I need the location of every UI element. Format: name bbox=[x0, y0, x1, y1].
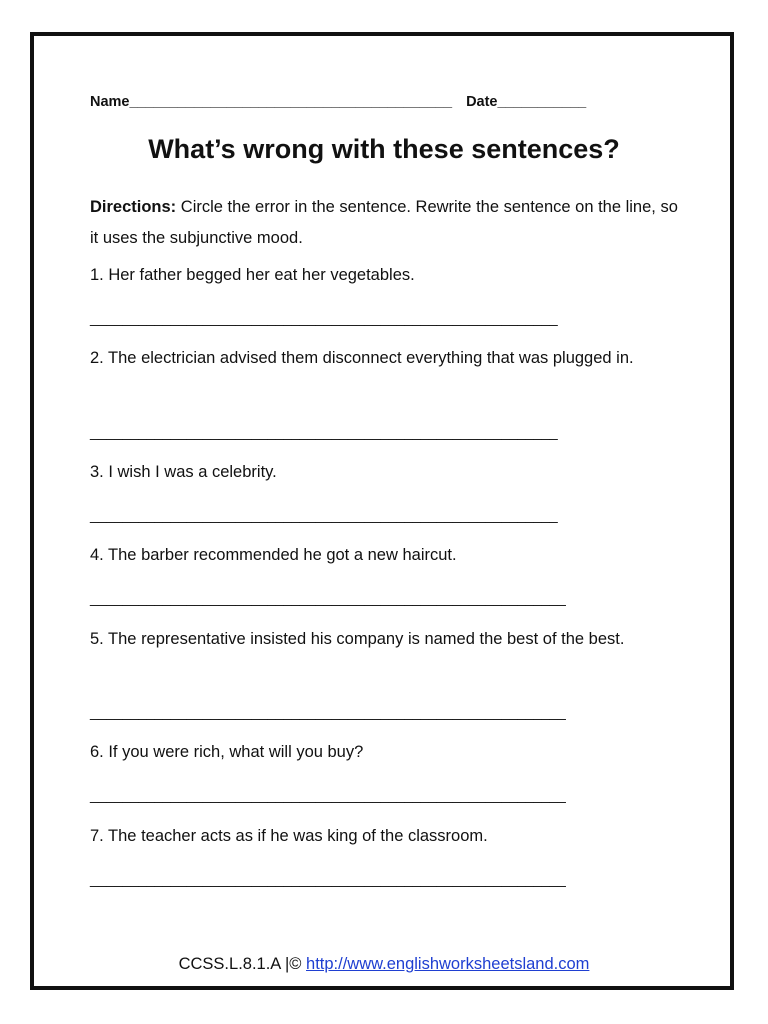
question-2: 2. The electrician advised them disconnect everything that was plugged in. bbox=[90, 349, 634, 367]
directions-text: Circle the error in the sentence. Rewrite the sentence on the line, so it uses the subjunctive mood. bbox=[90, 198, 678, 247]
directions-label: Directions: bbox=[90, 198, 177, 216]
website-link[interactable]: http://www.englishworksheetsland.com bbox=[306, 955, 590, 973]
name-date-row bbox=[90, 94, 586, 110]
directions bbox=[90, 192, 680, 254]
question-1: 1. Her father begged her eat her vegetables. bbox=[90, 266, 415, 284]
answer-line-1: __________________________________________________________ bbox=[90, 311, 558, 327]
answer-line-4: ___________________________________________________________ bbox=[90, 591, 566, 607]
name-field-label: Name________________________________________ bbox=[90, 94, 453, 110]
date-field-label: Date___________ bbox=[466, 94, 587, 110]
answer-line-5: ___________________________________________________________ bbox=[90, 705, 566, 721]
footer bbox=[0, 955, 768, 974]
standard-code: CCSS.L.8.1.A |© bbox=[178, 955, 307, 973]
answer-line-2: __________________________________________________________ bbox=[90, 425, 558, 441]
answer-line-3: __________________________________________________________ bbox=[90, 508, 558, 524]
question-3: 3. I wish I was a celebrity. bbox=[90, 463, 277, 481]
worksheet-title: What’s wrong with these sentences? bbox=[148, 134, 620, 164]
question-5: 5. The representative insisted his company is named the best of the best. bbox=[90, 630, 625, 648]
answer-line-6: ___________________________________________________________ bbox=[90, 788, 566, 804]
answer-line-7: ___________________________________________________________ bbox=[90, 872, 566, 888]
question-6: 6. If you were rich, what will you buy? bbox=[90, 743, 364, 761]
question-7: 7. The teacher acts as if he was king of the classroom. bbox=[90, 827, 488, 845]
question-4: 4. The barber recommended he got a new haircut. bbox=[90, 546, 457, 564]
